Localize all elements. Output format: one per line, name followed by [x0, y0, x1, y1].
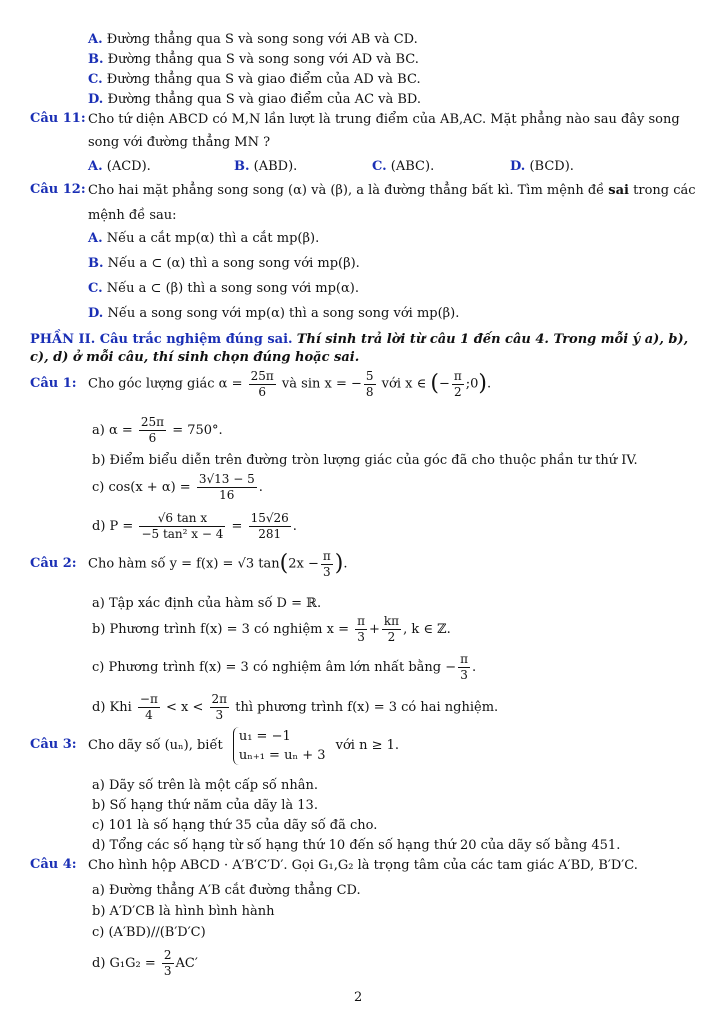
c1-b: b) Điểm biểu diễn trên đường tròn lượng giác của góc đã cho thuộc phần tư thứ IV. [92, 453, 638, 468]
q10-option-a: A. Đường thẳng qua S và song song với AB và CD. [88, 32, 418, 47]
q12-stem-2: mệnh đề sau: [88, 208, 177, 223]
c4-c: c) (A′BD)//(B′D′C) [92, 925, 206, 940]
q11-option-d: D. (BCD). [510, 159, 574, 174]
q11-stem-2: song với đường thẳng MN ? [88, 135, 271, 150]
q12-label: Câu 12: [30, 182, 86, 197]
c4-a: a) Đường thẳng A′B cắt đường thẳng CD. [92, 883, 361, 898]
c3-a: a) Dãy số trên là một cấp số nhân. [92, 778, 319, 793]
c3-stem: Cho dãy số (uₙ), biết u₁ = −1 uₙ₊₁ = uₙ + 3 với n ≥ 1. [88, 728, 400, 763]
part2-title: PHẦN II. Câu trắc nghiệm đúng sai. [30, 332, 293, 347]
q12-option-c: C. Nếu a ⊂ (β) thì a song song với mp(α). [88, 281, 359, 296]
q12-stem-1: Cho hai mặt phẳng song song (α) và (β), a là đường thẳng bất kì. Tìm mệnh đề sai trong các [88, 183, 696, 198]
q10-option-b: B. Đường thẳng qua S và song song với AD và BC. [88, 52, 419, 67]
c3-b: b) Số hạng thứ năm của dãy là 13. [92, 798, 318, 813]
q10-option-d: D. Đường thẳng qua S và giao điểm của AC và BD. [88, 92, 422, 107]
q11-stem-1: Cho tứ diện ABCD có M,N lần lượt là trung điểm của AB,AC. Mặt phẳng nào sau đây song [88, 112, 680, 127]
c4-b: b) A′D′CB là hình bình hành [92, 904, 275, 919]
q12-option-a: A. Nếu a cắt mp(α) thì a cắt mp(β). [88, 231, 320, 246]
c1-d: d) P = $\frac{\text{√6 tan x}}{\text{−5 tan² x − 4}}$ = $\frac{15√26}{281}$ . [92, 511, 297, 541]
c4-d: d) G₁G₂ = $\frac{2}{3}$ AC′ [92, 948, 198, 978]
c1-a: a) α = $\frac{25\pi}{6}$ = 750°. [92, 415, 223, 445]
c4-label: Câu 4: [30, 857, 77, 872]
c2-stem: Cho hàm số y = f(x) = √3 tan(2x − $\frac{\pi}{3}$ ). [88, 548, 348, 579]
q10-option-c: C. Đường thẳng qua S và giao điểm của AD và BC. [88, 72, 421, 87]
recurrence-system: u₁ = −1 uₙ₊₁ = uₙ + 3 [233, 727, 326, 765]
c3-d: d) Tổng các số hạng từ số hạng thứ 10 đến số hạng thứ 20 của dãy số bằng 451. [92, 838, 621, 853]
part2-instructions: Thí sinh trả lời từ câu 1 đến câu 4. Trong mỗi ý a), b), c), d) ở mỗi câu, thí sinh chọn đúng hoặc sai. [30, 332, 689, 365]
q11-label: Câu 11: [30, 111, 86, 126]
c1-label: Câu 1: [30, 376, 77, 391]
page-number: 2 [354, 990, 363, 1005]
c1-c: c) cos(x + α) = $\frac{3√13 - 5}{16}$ . [92, 472, 263, 502]
c2-c: c) Phương trình f(x) = 3 có nghiệm âm lớn nhất bằng − $\frac{\pi}{3}$ . [92, 652, 477, 682]
c3-c: c) 101 là số hạng thứ 35 của dãy số đã cho. [92, 818, 378, 833]
q11-option-a: A. (ACD). [88, 159, 151, 174]
q11-option-b: B. (ABD). [234, 159, 298, 174]
part2-heading [30, 331, 700, 367]
q12-option-b: B. Nếu a ⊂ (α) thì a song song với mp(β). [88, 256, 360, 271]
c2-b: b) Phương trình f(x) = 3 có nghiệm x = $\frac{\pi}{3}$ + $\frac{k\pi}{2}$ , k ∈ ℤ. [92, 614, 451, 644]
c2-a: a) Tập xác định của hàm số D = ℝ. [92, 596, 322, 611]
q12-option-d: D. Nếu a song song với mp(α) thì a song song với mp(β). [88, 306, 460, 321]
c2-label: Câu 2: [30, 556, 77, 571]
c3-label: Câu 3: [30, 737, 77, 752]
c1-stem: Cho góc lượng giác α = $\frac{25\pi}{6}$ và sin x = − $\frac{5}{8}$ với x ∈ (− $\frac{\pi}{2}$ ;0). [88, 368, 492, 399]
c4-stem: Cho hình hộp ABCD · A′B′C′D′. Gọi G₁,G₂ là trọng tâm của các tam giác A′BD, B′D′C. [88, 858, 638, 873]
c2-d: d) Khi $\frac{-\pi}{4}$ < x < $\frac{2\pi}{3}$ thì phương trình f(x) = 3 có hai nghiệm. [92, 692, 499, 722]
sai-keyword: sai [608, 183, 629, 198]
q11-option-c: C. (ABC). [372, 159, 435, 174]
